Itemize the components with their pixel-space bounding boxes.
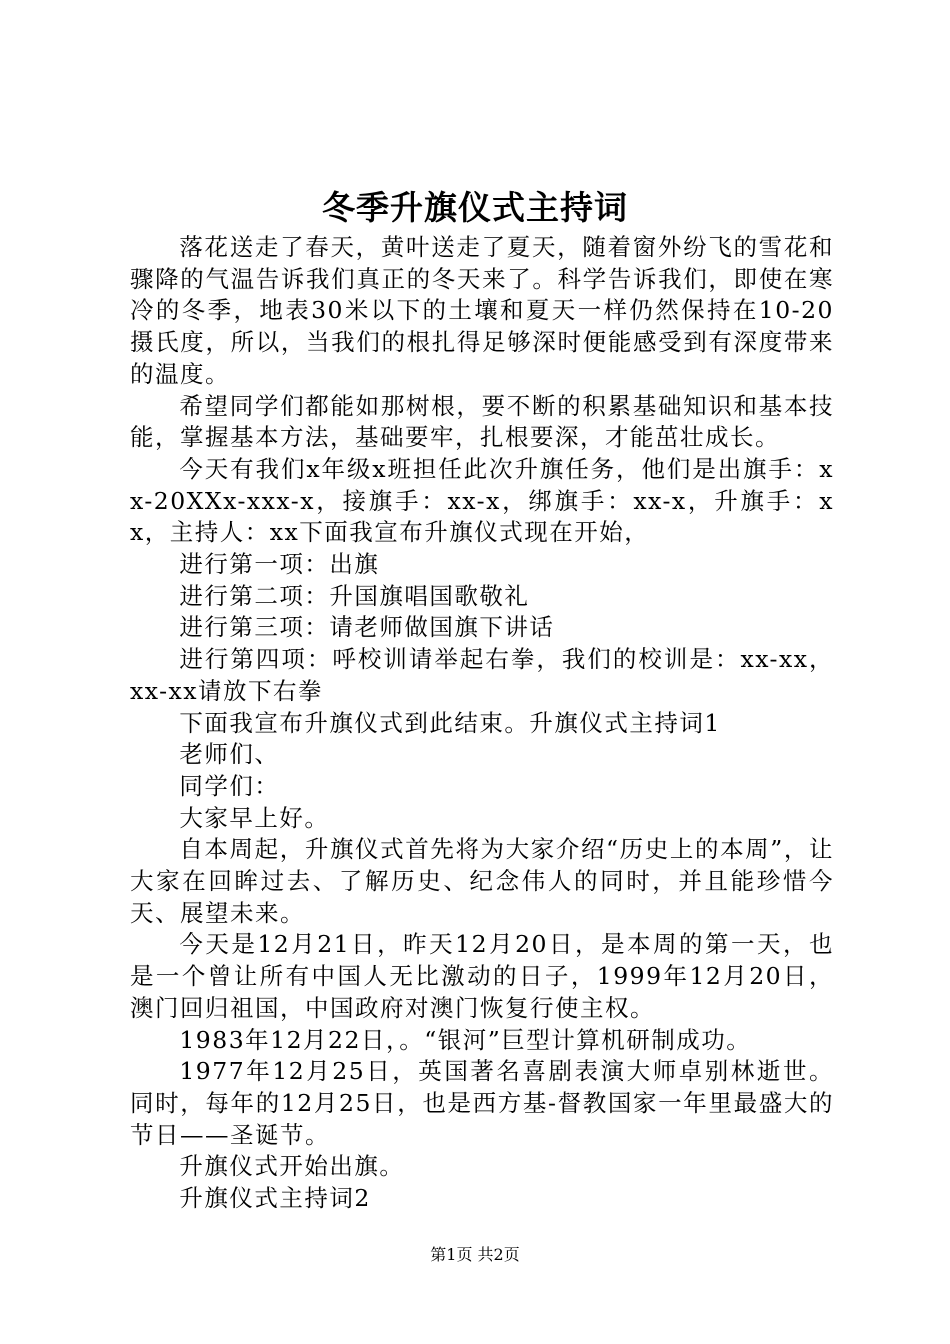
document-title: 冬季升旗仪式主持词 — [322, 188, 628, 227]
paragraph: 下面我宣布升旗仪式到此结束。升旗仪式主持词1 — [179, 708, 721, 737]
paragraph: 1977年12月25日，英国著名喜剧表演大师卓别林逝世。同时，每年的12月25日，也是西方基-督教国家一年里最盛大的节日——圣诞节。 — [130, 1057, 834, 1149]
page-indicator: 第1页 共2页 — [430, 1245, 520, 1264]
paragraph: 自本周起，升旗仪式首先将为大家介绍“历史上的本周”，让大家在回眸过去、了解历史、纪念伟人的同时，并且能珍惜今天、展望未来。 — [130, 835, 834, 927]
paragraph: 希望同学们都能如那树根，要不断的积累基础知识和基本技能，掌握基本方法，基础要牢，扎根要深，才能茁壮成长。 — [130, 391, 834, 452]
paragraph: 升旗仪式开始出旗。 — [179, 1152, 405, 1181]
paragraph: 落花送走了春天，黄叶送走了夏天，随着窗外纷飞的雪花和骤降的气温告诉我们真正的冬天来了。科学告诉我们，即使在寒冷的冬季，地表30米以下的土壤和夏天一样仍然保持在10-20摄氏度，所以，当我们的根扎得足够深时便能感受到有深度带来的温度。 — [130, 233, 834, 388]
paragraph: 进行第二项：升国旗唱国歌敬礼 — [179, 581, 530, 610]
paragraph: 同学们： — [179, 771, 280, 800]
paragraph: 进行第三项：请老师做国旗下讲话 — [179, 613, 555, 642]
paragraph: 老师们、 — [179, 740, 280, 769]
document-body — [130, 232, 834, 1215]
paragraph: 今天是12月21日，昨天12月20日，是本周的第一天，也是一个曾让所有中国人无比激动的日子，1999年12月20日，澳门回归祖国，中国政府对澳门恢复行使主权。 — [130, 930, 834, 1022]
paragraph: 1983年12月22日，。“银河”巨型计算机研制成功。 — [179, 1025, 752, 1054]
paragraph: 升旗仪式主持词2 — [179, 1184, 371, 1213]
paragraph: 大家早上好。 — [179, 803, 330, 832]
paragraph: 进行第一项：出旗 — [179, 550, 380, 579]
paragraph: 今天有我们x年级x班担任此次升旗任务，他们是出旗手：xx-20XXx-xxx-x，接旗手：xx-x，绑旗手：xx-x，升旗手：xx，主持人：xx下面我宣布升旗仪式现在开始， — [130, 454, 834, 547]
paragraph: 进行第四项：呼校训请举起右拳，我们的校训是：xx-xx，xx-xx请放下右拳 — [130, 645, 834, 705]
